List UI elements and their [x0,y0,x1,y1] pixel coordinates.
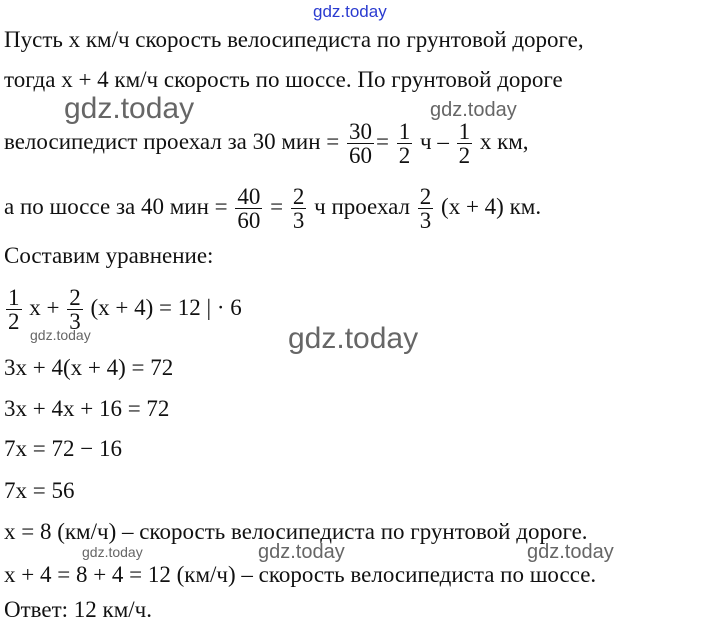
frac-num: 40 [237,184,261,210]
line-3 [4,112,529,172]
line-4-text-c: (x + 4) км. [441,194,542,219]
watermark-6: gdz.today [258,541,345,563]
watermark-3: gdz.today [30,327,91,343]
frac-den: 3 [292,208,305,234]
frac-den: 3 [69,309,81,335]
watermark-top: gdz.today [313,2,387,21]
frac-den: 2 [8,309,20,335]
frac-den: 60 [349,143,373,169]
fraction-1-2 [397,120,413,167]
line-3-text-c: x км, [479,129,529,154]
frac-num: 1 [458,119,471,145]
line-12: x + 4 = 8 + 4 = 12 (км/ч) – скорость велосипедиста по шоссе. [4,562,597,587]
equals-sign: = [270,194,284,219]
line-3-text-b: ч – [420,129,449,154]
fraction-2-3-second [418,185,434,232]
line-4-text-b: ч проехал [314,194,411,219]
line-11: x = 8 (км/ч) – скорость велосипедиста по грунтовой дороге. [4,519,588,544]
answer-line: Ответ: 12 км/ч. [4,597,152,622]
frac-den: 3 [419,208,432,234]
fraction-40-60 [235,185,262,232]
frac-den: 60 [237,208,261,234]
line-5: Составим уравнение: [4,243,214,268]
frac-num: 2 [69,285,81,311]
line-1: Пусть x км/ч скорость велосипедиста по грунтовой дороге, [4,27,584,52]
line-6-text-b: (x + 4) = 12 | · 6 [90,295,242,320]
line-2: тогда x + 4 км/ч скорость по шоссе. По грунтовой дороге [4,67,563,92]
frac-num: 1 [8,285,20,311]
frac-num: 1 [398,119,411,145]
frac-num: 2 [419,184,432,210]
fraction-1-2-second [457,120,473,167]
fraction-30-60 [347,120,374,167]
frac-den: 2 [458,143,471,169]
fraction-1-2-eq [6,286,22,333]
watermark-4: gdz.today [288,322,419,355]
line-4 [4,178,541,236]
line-10: 7x = 56 [4,478,75,503]
frac-num: 30 [349,119,373,145]
line-8: 3x + 4x + 16 = 72 [4,396,170,421]
watermark-2: gdz.today [430,99,517,121]
line-7: 3x + 4(x + 4) = 72 [4,355,174,380]
line-9: 7x = 72 − 16 [4,436,122,461]
line-6-text-a: x + [29,295,60,320]
watermark-7: gdz.today [527,541,614,563]
frac-den: 2 [398,143,411,169]
equals-sign: = [376,129,389,154]
line-3-text-a: велосипедист проехал за 30 мин = [4,129,340,154]
watermark-5: gdz.today [82,544,143,560]
line-4-text-a: а по шоссе за 40 мин = [4,194,228,219]
watermark-1: gdz.today [64,92,195,125]
frac-num: 2 [292,184,305,210]
fraction-2-3 [291,185,307,232]
